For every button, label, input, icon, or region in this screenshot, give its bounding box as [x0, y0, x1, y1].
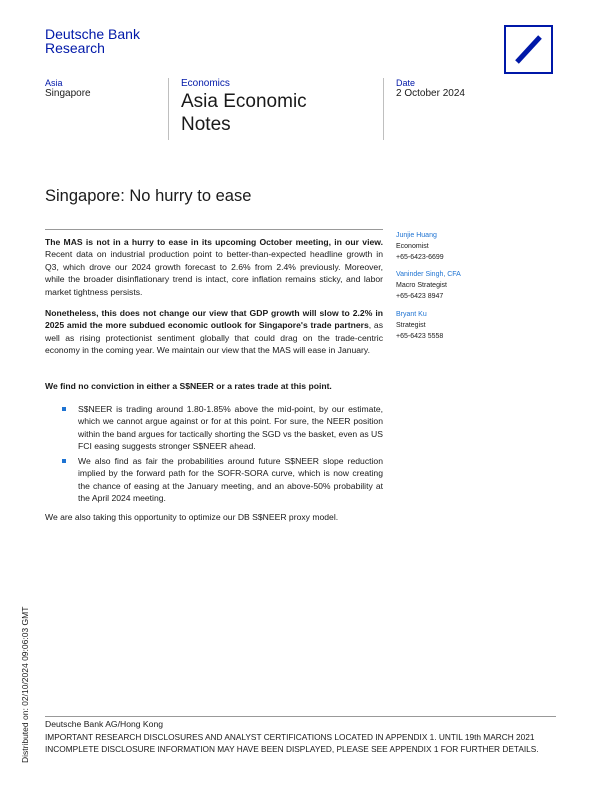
analyst-phone: +65-6423-6699 [396, 254, 444, 261]
category-label: Economics [181, 78, 230, 89]
bullet-square-icon [62, 407, 66, 411]
analyst-list [396, 231, 546, 350]
title-rule [45, 229, 383, 230]
analyst-card [396, 270, 546, 310]
distribution-stamp: Distributed on: 02/10/2024 09:06:03 GMT [20, 606, 30, 763]
paragraph-3-lead: We find no conviction in either a S$NEER or a rates trade at this point. [45, 381, 332, 391]
paragraph-2 [45, 307, 383, 357]
date-value: 2 October 2024 [396, 88, 465, 99]
analyst-card [396, 310, 546, 350]
paragraph-2-text: , as well as rising protectionist sentiment globally that could drag on the trade-centric economy in the coming year. We maintain our view that the MAS will ease in January. [45, 320, 383, 356]
paragraph-1-text: Recent data on industrial production point to better-than-expected headline growth in Q3, which drove our 2024 growth forecast to 2.6% from 2.4% previously. Moreover, while the broader disinflationary trend is intact, core inflation remains sticky, and labor market tightness persists. [45, 249, 383, 297]
analyst-role: Macro Strategist [396, 282, 447, 289]
paragraph-1 [45, 236, 383, 298]
analyst-phone: +65-6423 5558 [396, 333, 444, 340]
analyst-name: Junjie Huang [396, 232, 437, 239]
region-label: Asia [45, 78, 63, 88]
paragraph-2-lead: Nonetheless, this does not change our view that GDP growth will slow to 2.2% in 2025 amid the more subdued economic outlook for Singapore's trade partners [45, 308, 383, 331]
header-divider-2 [383, 78, 384, 140]
closing-paragraph: We are also taking this opportunity to optimize our DB S$NEER proxy model. [45, 512, 339, 522]
paragraph-3 [45, 380, 383, 392]
brand-name: Deutsche Bank [45, 26, 140, 42]
paragraph-1-lead: The MAS is not in a hurry to ease in its upcoming October meeting, in our view. [45, 237, 383, 247]
footer-disclosure: IMPORTANT RESEARCH DISCLOSURES AND ANALYST CERTIFICATIONS LOCATED IN APPENDIX 1. UNTIL 19th MARCH 2021 INCOMPLETE DISCLOSURE INFORMATION MAY HAVE BEEN DISPLAYED, PLEASE SEE APPENDIX 1 FOR FURTHER DETAILS. [45, 732, 539, 754]
footer-rule [45, 716, 556, 717]
footer-entity: Deutsche Bank AG/Hong Kong [45, 719, 164, 729]
analyst-role: Economist [396, 243, 429, 250]
report-title: Singapore: No hurry to ease [45, 187, 252, 205]
analyst-name: Bryant Ku [396, 311, 427, 318]
bullet-text: We also find as fair the probabilities around future S$NEER slope reduction implied by the forward path for the SOFR-SORA curve, which is now creating the chance of easing at the January meeting, and an above-50% probability at the April 2024 meeting. [78, 456, 383, 504]
deutsche-bank-logo-icon [504, 25, 553, 74]
bullet-square-icon [62, 459, 66, 463]
list-item [62, 403, 383, 453]
region-value: Singapore [45, 88, 91, 99]
bullet-text: S$NEER is trading around 1.80-1.85% above the mid-point, by our estimate, which we cannot argue against or for at this point. For sure, the NEER position within the band argues for tactically shorting the SGD vs the basket, even as US FCI easing suggests stronger S$NEER ahead. [78, 404, 383, 452]
analyst-phone: +65-6423 8947 [396, 293, 444, 300]
publication-title: Asia Economic Notes [181, 91, 307, 135]
header-divider-1 [168, 78, 169, 140]
list-item [62, 455, 383, 505]
analyst-card [396, 231, 546, 273]
date-label: Date [396, 78, 416, 88]
analyst-name: Vaninder Singh, CFA [396, 271, 461, 278]
analyst-role: Strategist [396, 322, 426, 329]
brand-subtitle: Research [45, 40, 105, 56]
